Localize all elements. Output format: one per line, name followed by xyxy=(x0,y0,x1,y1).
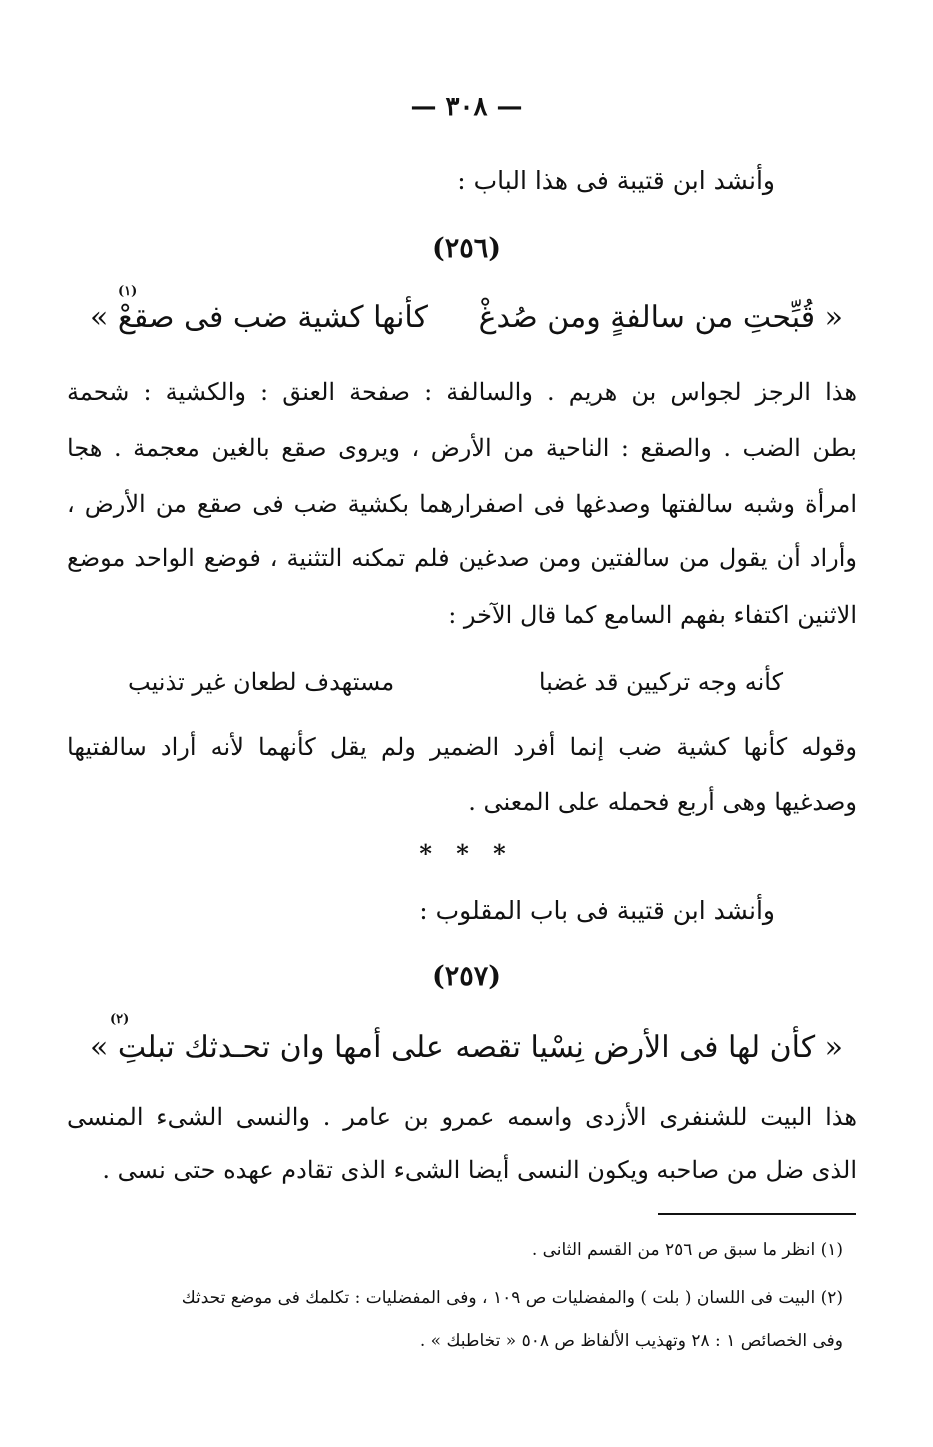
commentary-256-line-4: وأراد أن يقول من سالفتين ومن صدغين فلم تمكنه التثنية ، فوضع الواحد موضع xyxy=(67,544,857,572)
entry-number-257: (٢٥٧) xyxy=(431,961,502,992)
entry-number-256: (٢٥٦) xyxy=(431,233,502,264)
page-number: — ٣٠٨ — xyxy=(410,92,523,122)
verse-256-second-hemistich: كأنها كشية ضب فى صقعْ » xyxy=(90,300,428,335)
quoted-verse-second-hemistich: مستهدف لطعان غير تذنيب xyxy=(128,668,395,696)
footnote-ref-1: (١) xyxy=(118,284,138,299)
commentary-256b-line-1: وقوله كأنها كشية ضب إنما أفرد الضمير ولم يقل كأنهما لأنه أراد سالفتيها xyxy=(67,733,857,761)
quoted-verse-first-hemistich: كأنه وجه تركيين قد غضبا xyxy=(538,668,783,696)
verse-256-first-hemistich: « قُبِّحتِ من سالفةٍ ومن صُدغْ xyxy=(478,300,843,335)
commentary-256-line-1: هذا الرجز لجواس بن هريم . والسالفة : صفحة العنق : والكشية : شحمة xyxy=(67,378,857,406)
section-intro-257: وأنشد ابن قتيبة فى باب المقلوب : xyxy=(419,896,775,925)
commentary-257-line-2: الذى ضل من صاحبه ويكون النسى أيضا الشىء الذى تقادم عهده حتى نسى . xyxy=(102,1156,857,1184)
section-intro-256: وأنشد ابن قتيبة فى هذا الباب : xyxy=(457,166,775,195)
footnote-ref-2: (٢) xyxy=(110,1012,130,1027)
footnote-2-line-1: (٢) البيت فى اللسان ( بلت ) والمفضليات ص ١٠٩ ، وفى المفضليات : تكلمك فى موضع تحدثك xyxy=(181,1288,843,1308)
commentary-256-line-2: بطن الضب . والصقع : الناحية من الأرض ، ويروى صقع بالغين معجمة . هجا xyxy=(67,434,857,462)
commentary-257-line-1: هذا البيت للشنفرى الأزدى واسمه عمرو بن عامر . والنسى الشىء المنسى xyxy=(67,1103,857,1131)
verse-257-second-hemistich: على أمها وان تحـدثك تبلتِ » xyxy=(90,1030,444,1065)
commentary-256-line-5: الاثنين اكتفاء بفهم السامع كما قال الآخر : xyxy=(448,601,857,629)
section-separator: * * * xyxy=(419,839,514,868)
footnote-1: (١) انظر ما سبق ص ٢٥٦ من القسم الثانى . xyxy=(531,1240,843,1260)
footnote-2-line-2: وفى الخصائص ١ : ٢٨ وتهذيب الألفاظ ص ٥٠٨ « تخاطبك » . xyxy=(419,1331,843,1351)
verse-257-first-hemistich: « كأن لها فى الأرض نِسْيا تقصه xyxy=(455,1030,843,1065)
commentary-256-line-3: امرأة وشبه سالفتها وصدغها فى اصفرارهما بكشية ضب فى صقع من الأرض ، xyxy=(67,490,857,518)
footnote-divider xyxy=(658,1213,856,1215)
commentary-256b-line-2: وصدغيها وهى أربع فحمله على المعنى . xyxy=(468,788,857,816)
